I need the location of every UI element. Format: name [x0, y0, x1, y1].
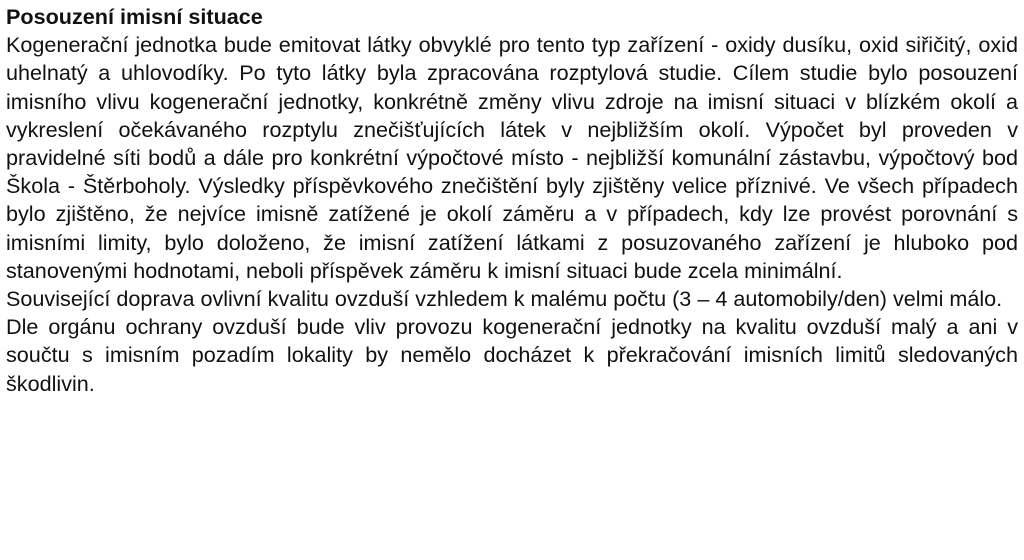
paragraph-air-protection: Dle orgánu ochrany ovzduší bude vliv provozu kogenerační jednotky na kvalitu ovzduší malý a ani v součtu s imisním pozadím lokality by nemělo docházet k překračování imisních limitů sledovaných škodlivin.	[6, 314, 1018, 396]
paragraph-emissions-study: Kogenerační jednotka bude emitovat látky obvyklé pro tento typ zařízení - oxidy dusíku, oxid siřičitý, oxid uhelnatý a uhlovodíky. Po tyto látky byla zpracována rozptylová studie. Cílem studie bylo posouzení imisního vlivu kogenerační jednotky, konkrétně změny vlivu zdroje na imisní situaci v blízkém okolí a vykreslení očekávaného rozptylu znečišťujících látek v nejbližším okolí. Výpočet byl proveden v pravidelné síti bodů a dále pro konkrétní výpočtové místo - nejbližší komunální zástavbu, výpočtový bod Škola - Štěrboholy. Výsledky příspěvkového znečištění byly zjištěny velice příznivé. Ve všech případech bylo zjištěno, že nejvíce imisně zatížené je okolí záměru a v případech, kdy lze provést porovnání s imisními limity, bylo doloženo, že imisní zatížení látkami z posuzovaného zařízení je hluboko pod stanovenými hodnotami, neboli příspěvek záměru k imisní situaci bude zcela minimální.	[6, 32, 1018, 283]
section-heading: Posouzení imisní situace	[6, 4, 263, 29]
paragraph-traffic: Související doprava ovlivní kvalitu ovzduší vzhledem k malému počtu (3 – 4 automobily/den) velmi málo.	[6, 286, 1003, 312]
document-page	[6, 0, 1018, 398]
